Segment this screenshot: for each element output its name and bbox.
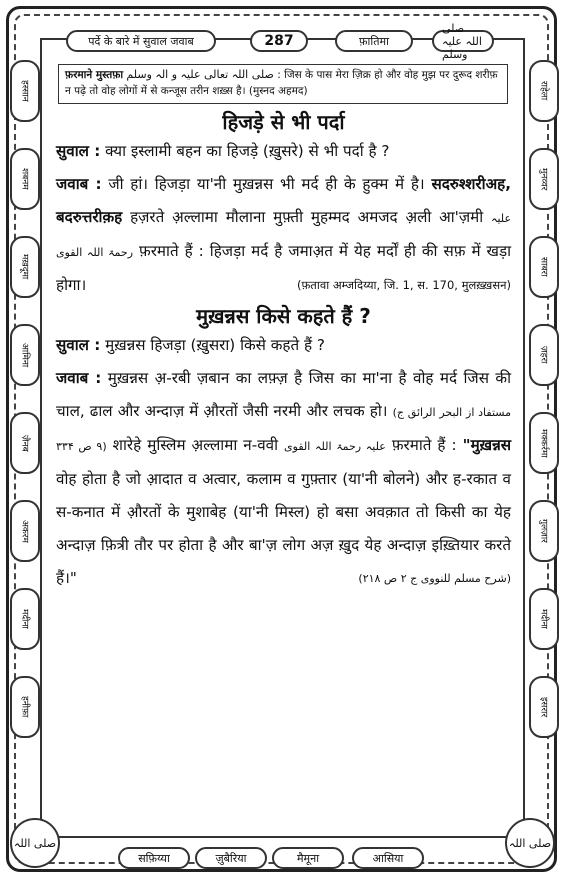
bottom-tab: सफ़िय्या	[118, 847, 190, 869]
header-title: फ़रमाने मुस्तफ़ा	[65, 69, 124, 81]
answer-end-reference: (شرح مسلم للنووی ج ۲ ص ۲۱۸)	[358, 572, 511, 585]
question-label: सुवाल :	[56, 336, 101, 354]
bottom-right-corner: صلی اللہ	[505, 818, 555, 868]
answer-text: जी हां। हिजड़ा या'नी मुख़न्नस भी मर्द ही के हुक्म में है।	[108, 175, 425, 193]
main-content	[56, 108, 511, 595]
answer-arabic: علیہ رحمۃ اللہ القوی	[56, 212, 512, 259]
answer-text: वोह होता है जो आ़दात व अत्वार, कलाम व गुफ़्तार (या'नी बोलने) और ह-रकात व स-कनात में औ़रतों के मुशाबेह (या'नी मिस्ल) हो बसा अवक़ात तो किसी का येह अन्दाज़ फ़ित्री तौर पर होता है और बा'ज़ लोग अज़ ख़ुद येह अन्दाज़ इख़्तियार करते हैं।"	[56, 470, 511, 587]
section2-title: मुख़न्नस किसे कहते हैं ?	[196, 304, 371, 328]
bottom-left-corner: صلی اللہ	[10, 818, 60, 868]
side-medallion: ज़ैनब	[10, 412, 40, 474]
side-medallion: शबनम	[10, 148, 40, 210]
side-medallion: मक्कर्रमा	[529, 412, 559, 474]
chapter-tab: पर्दे के बारे में सुवाल जवाब	[66, 30, 216, 52]
answer-bold: "मुख़न्नस	[462, 436, 512, 454]
side-medallion: मख़दूमा	[10, 236, 40, 298]
bottom-tab: मैमूना	[272, 847, 344, 869]
side-medallion: ज़हरा	[529, 324, 559, 386]
question-text: मुख़न्नस हिजड़ा (ख़ुसरा) किसे कहते हैं ?	[105, 336, 325, 354]
page-number: 287	[250, 30, 308, 52]
question-text: क्या इस्लामी बहन का हिजड़े (ख़ुसरे) से भी पर्दा है ?	[105, 142, 390, 160]
answer-text: मुख़न्नस अ़-रबी ज़बान का लफ़्ज़ है जिस का मा'ना है वोह मर्द जिस की चाल, ढाल और अन्दाज़ में औ़रतों जैसी नरमी और लचक हो।	[56, 369, 511, 420]
top-corner-tab: صلی اللہ علیہ وسلم	[432, 30, 494, 52]
question-label: सुवाल :	[56, 142, 101, 160]
answer-reference: (फ़तावा अम्जदिय्या, जि. 1, स. 170, मुलख़्ख़सन)	[296, 278, 511, 292]
answer-text: शारेहे मुस्लिम अ़ल्लामा न-ववी	[112, 436, 279, 454]
section1-question	[56, 135, 511, 168]
section2-answer	[56, 362, 511, 595]
header-ref: (मुस्नद अहमद)	[248, 85, 308, 97]
side-medallion: राहेला	[529, 60, 559, 122]
answer-arabic-ref: (مستفاد از البحر الرائق ج ۹ ص ۳۳۴)	[56, 406, 511, 453]
side-medallion: अकरम	[10, 500, 40, 562]
answer-bold: सदरुश्शरीअह, बदरुत्तरीक़ह	[56, 175, 512, 226]
answer-label: जवाब :	[56, 175, 102, 193]
side-medallion: हनीफ़ा	[10, 676, 40, 738]
side-medallion: इसरार	[529, 676, 559, 738]
side-medallion: मदीना	[10, 588, 40, 650]
side-medallion: मदीना	[529, 588, 559, 650]
answer-arabic: علیہ رحمۃ اللہ القوی	[284, 440, 386, 453]
header-text: : जिस के पास मेरा ज़िक्र हो और वोह मुझ पर दुरूद शरीफ़ न पढ़े तो वोह लोगों में से कन्जूस तरीन शख़्स है।	[65, 69, 498, 97]
header-arabic: صلی اللہ تعالی علیہ و الہ وسلم	[126, 68, 274, 81]
section1-answer	[56, 168, 511, 302]
side-medallion: आमिना	[10, 324, 40, 386]
section1-title: हिजड़े से भी पर्दा	[222, 110, 345, 134]
bottom-tab: ज़ुबैरिया	[195, 847, 267, 869]
side-medallion: साबरा	[529, 236, 559, 298]
answer-text: हिजड़ा मर्द है जमाअ़त में येह मर्दों ही की सफ़ में खड़ा होगा।	[56, 242, 512, 294]
top-name-tab: फ़ातिमा	[335, 30, 413, 52]
answer-text: फ़रमाते हैं :	[139, 242, 204, 260]
hadith-header	[58, 64, 508, 104]
bottom-tab: आसिया	[352, 847, 424, 869]
answer-label: जवाब :	[56, 369, 102, 387]
answer-text: फ़रमाते हैं :	[391, 436, 457, 454]
side-medallion: मुनव्वर	[529, 148, 559, 210]
side-medallion: हस्सान	[10, 60, 40, 122]
answer-text: हज़रते अ़ल्लामा मौलाना मुफ़्ती मुहम्मद अमजद अ़ली आ'ज़मी	[130, 208, 484, 226]
section2-question	[56, 329, 511, 362]
side-medallion: गुलज़ार	[529, 500, 559, 562]
